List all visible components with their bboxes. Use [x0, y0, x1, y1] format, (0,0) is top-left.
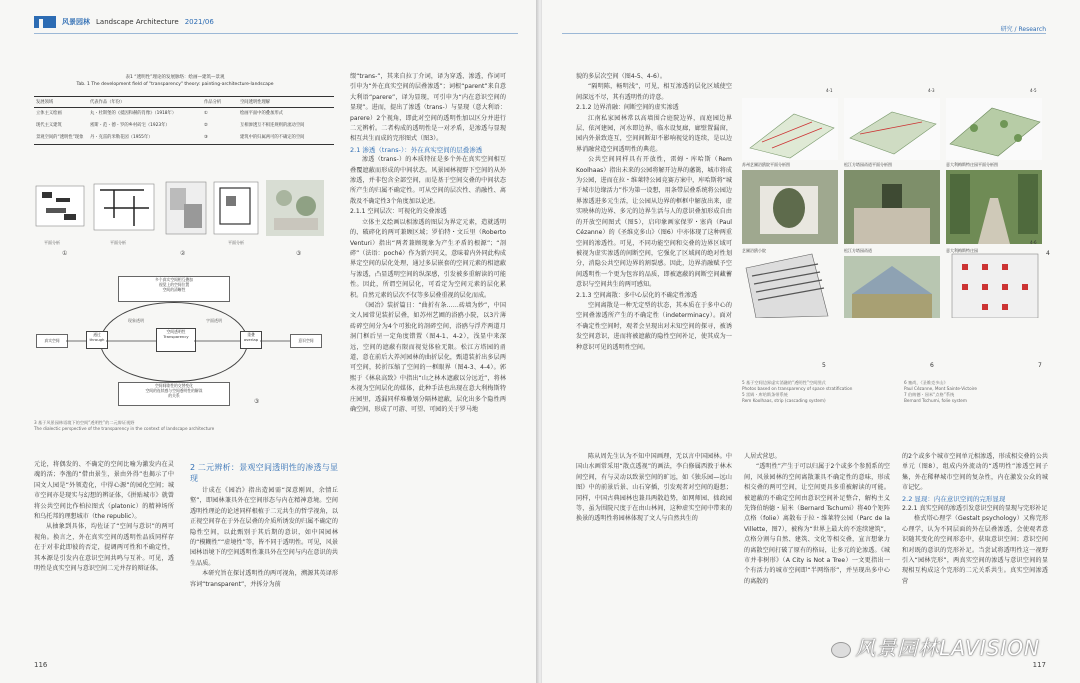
paragraph: 元论，将偶发的、不确定的空间比喻为激发内在灵魂的活；李渔的“借由景生，景由外得”也揭示了中国文人园是“外领造化，中得心源”的园化空间；城市空间亦是现实与幻想的辨证体，《拼贴城市》就曾将公共空间比作柏拉图式（platonic）的精神场所和乌托邦的理想城市（the republic）。	[34, 461, 174, 521]
paragraph: 江南私家园林常以高墙围合庭院边界，而庭园边界层、依河建园，河水即边界，临水设复廊，廊壁置漏窗，园内外景致连互，空间间断却不影响视觉的连续，是以边界消融营造空间透明性的典范。	[576, 114, 732, 153]
subsubsection-heading: 2.1.2 边界消融：间断空间的虚实渗透	[576, 104, 679, 112]
fig5-caption	[742, 380, 892, 404]
table1-title-en: Tab. 1 The development field of "transparency" theory: painting-architecture-landscape	[76, 82, 274, 87]
section-name: Landscape Architecture	[96, 18, 179, 26]
fig-number: ②	[180, 250, 186, 257]
paragraph: 的2个或多个城市空间单元相渗透，形成相交叠的公共单元（图8），组成内外流动的“透明性”渗透空间子集，外在稀释城市空间的复杂性，内在激发公众的城市记忆。	[902, 453, 1048, 492]
paragraph: “隔明陈，畅明浅”，可见，相互渗透的层化区域使空间深远不尽，其有透明性的诗意。	[576, 83, 732, 101]
paragraph: 公共空间同样具有开放性，雷姆・库哈斯（Rem Koolhaas）指出未来的公园将解开边界的藩篱，城市将成为公园，进而在拉・维莱特公园竞赛方案中，库哈斯将“城于城市边缘活力”作为第一设想，用条带层叠系统将公园边界渗透进多元生活，让公园从边界的框框中解放出来，虚实映林的边界、多元的边界生活与人的意识叠加形成自由的开放空间图式（图5），启印象画家保罗・塞尚（Paul Cézanne）的《圣维克多山》（图6）中亦体现了这种两重空间的渗透性。可见，不同功能空间和交叠的边界区域可被视为虚实渗透的间断空间，它强化了区域间的绝对性划分，消隐公共空间边界的割裂感。因此，边界消融赋予空间透明性一个更为包容的品质，即被遮蔽的间断空间藏蓄意识与空间共生的两可感知。	[576, 156, 732, 289]
subsection-heading: 2.2 显现：内在意识空间的完形显现	[902, 494, 1006, 503]
fig-number: 4	[1046, 250, 1050, 257]
diagram-left-small: 通过 through	[86, 331, 108, 349]
garden-photo-figure	[266, 180, 324, 236]
diagram-arrows	[66, 338, 290, 344]
page-number-left: 116	[34, 661, 48, 669]
page-number-right: 117	[1032, 661, 1046, 669]
paragraph: 《园冶》装折篇日：“曲折有条……砖墙为妙”，中国文人园常见装折层叠，如苏州艺圃的浴鸥小院，以3片薄砖碎空间分为4个可独化的剖碎空间，浴鸥与浮芹两道月洞门框后呈一定角度错置（图4-1、4-2），浅显中来深远，空间的遮蔽有限而视觉体验无限。松江方塔园的甬道，意在前后大养河园林的曲折层化，甄道装折出多层两可空间，转折压缩了空间的一框眼界（图4-3、4-4）。郭熙于《林泉高致》中指出“山之林木遮蔽以分远近”，将林木视为空间层化的媒体，此种手法也出现在意大利梅斯特庄园里，透漏同样堆疊划分隔林遮蔽，层化出多个隐性两确空间，形成了可游、可望、可园的关于罗马地	[350, 301, 506, 413]
fig-number: 5	[822, 362, 826, 369]
diagram-left-box: 真实空间	[36, 334, 68, 348]
paragraph: 本研究旨在探讨透明性的两可视角，溯源其英译形容词“transparent”，并拆分为前	[190, 570, 338, 588]
fig-caption: 松江方塔园甬道	[844, 248, 872, 253]
right-page	[542, 0, 1080, 683]
diagram-center-box: 空间透明性 Transparency	[156, 328, 196, 352]
table-cell: ③	[202, 132, 238, 145]
fig4-5-plan	[946, 98, 1042, 160]
paragraph: 渗透（trans-）的本质特征是多个外在真实空间相互叠覆遮蔽而形成的中间状态。风景园林视野下空间的从外渗透，并非包含全部空间，而是基于空间交叠的中间状态所产生的归属不确定性。可从空间的层次性、消融性、离散及不确定性3个角度加以论述。	[350, 156, 506, 205]
table-cell: 互相渗透互不相连规则的流动空间	[240, 123, 305, 128]
table-header-cell: 发展领域	[34, 97, 88, 108]
watermark	[831, 632, 1040, 661]
right-col-2	[576, 452, 732, 652]
paragraph: 空间离散是一种无定型的状态，其本质在于多中心的空间叠渗透所产生的不确定性（indeterminacy）。面对不确定性空间时，观者会呈现出对未知空间的探寻，被诱发空间意识，进而将被遮蔽的隐性空间补足，使其成为一种意识可见的透明性空间。	[576, 301, 732, 351]
figure-4-images	[742, 98, 1042, 318]
header-rule	[34, 33, 518, 34]
paragraph: 缀“trans-”，其来自拉丁介词，译为穿透、渗透，作词可引申为“外在真实空间的层叠渗透”；词根“parent”来自意大利语“parere”，译为显现，可引申为“内在意识空间的显现”。进而，提出了渗透（trans-）与显现（意大利语：parere）2个视角，即此对空间的透明性加以区分并进行二元辨析。二者构成的透明性是一对矛盾，是渗透与显现相互共生而成的完形图式（图3）。	[350, 73, 506, 143]
issue-number: 2021/06	[184, 18, 214, 26]
fig-label: 平面分析	[228, 240, 244, 245]
left-col-3	[350, 72, 506, 662]
painting-analysis-figure	[36, 186, 84, 226]
fig-label: 平面分析	[44, 240, 60, 245]
paragraph: 从抽象到具体，均佐证了“空间与意识”的两可视角。换言之，外在真实空间的透明性品质同样存在于对非此即彼的否定，提调两可性和不确定性，其本源是引发内在意识空间共鸣与互补。可见，透明性是真实空间与意识空间二元并存的辩证体。	[34, 523, 174, 573]
fig-caption: 松江方塔园甬道平面分析图	[844, 162, 892, 167]
diagram-right-small: 重叠 overlap	[240, 331, 262, 349]
table-cell: 密斯・范・德・罗的乡村砖宅（1923年）	[90, 123, 170, 128]
paragraph: “透明性”产生于可以归属于2个或多个参照系的空间，风景园林的空间离散兼具不确定性的意味，形成相交叠的两可空间，让空间更具多重被解读的可能。被遮蔽的不确定空间由意识空间补足整合，解构主义先锋伯纳德・屈米（Bernard Tschumi）将40个矩阵点格（folie）离散布于拉・维莱特公园（Parc de la Villette，图7），被称为“世界上最大的不连续建筑”，点格分割与自然、建筑、文化等相交叠，宣言想象力的离散空间打破了原有的格局，让多元的论渗透。《城市并非树形》（A City is Not a Tree）一文更指出一个有活力的城市空间即“半网络形”，并呈现出多中心的离散的	[744, 463, 890, 585]
fig-number: ③	[254, 398, 260, 405]
table-cell: ②	[204, 123, 208, 128]
left-page	[0, 0, 538, 683]
fig4-4-photo	[844, 170, 940, 244]
fig4-2-photo	[742, 170, 838, 244]
fig-caption: 苏州艺圃浴鸥院平面分析图	[742, 162, 790, 167]
magazine-name: 风景园林	[62, 18, 90, 26]
diagram-inner-left: 现象透明	[128, 318, 144, 323]
fig7-plan	[952, 254, 1038, 318]
architecture-analysis-figure	[94, 184, 154, 230]
table-cell: 建筑中的归属两可的不确定的空间	[238, 132, 334, 145]
fig4-3-plan	[844, 98, 940, 160]
fig5b-caption: 5 雷姆・库哈斯条带系统	[742, 392, 788, 397]
fig4-6-photo	[946, 170, 1042, 244]
fig6-painting	[844, 256, 940, 318]
paragraph: 格式塔心理学（Gestalt psychology）又称完形心理学，认为不同层面的外在层叠渗透，会使观者意识随其变化的空间形态中，获取意识空间；意识空间和对既的意识的完形补足。当尝试将透明性这一视野引入“园林完形”，两真实空间的渗透与意识空间的显现相互构成这个完形的二元关系共生。真实空间渗透营	[902, 515, 1048, 585]
fig-tag: 4-6	[1030, 240, 1037, 245]
table-header-cell: 作品分析	[202, 97, 238, 108]
table-row	[34, 132, 334, 145]
table-cell: 绘画平面中的叠加形式	[240, 111, 283, 116]
right-col-4	[902, 452, 1048, 652]
section-label-right: 研究 / Research	[1000, 26, 1046, 33]
fig7-caption-en: Bernard Tschumi, folie system	[904, 398, 967, 403]
header-left	[34, 16, 214, 28]
fig-number: 7	[1038, 362, 1042, 369]
right-col-3	[744, 452, 890, 652]
paragraph: 计成在《园冶》指出造园需“深意刚固，余情丘壑”，即园林兼具外在空间形态与内在精神意境。空间透明性理论的论述同样根植于二元共生的哲学视角，以正视空间存在于外在层叠的介质所诱发的归属不确定的隐性空间，以此甄别于其后期的意识，如中国园林的“模糊性”“虚境性”等，皆不同于透明性。可见，风景园林语境下的空间透明性兼具外在空间与内在意识的共生品质。	[190, 487, 338, 567]
table-header-cell: 空间透明性理解	[238, 97, 334, 108]
fig5-caption-cn: 5 基于空间边界虚实消融的“透明性”空间图式	[742, 380, 826, 385]
fig-number: 6	[930, 362, 934, 369]
diagram-inner-right: 字面透明	[206, 318, 222, 323]
fig3-caption	[34, 420, 334, 432]
garden-plan-figure	[214, 182, 258, 234]
magazine-logo-icon	[34, 16, 56, 28]
table-cell: 现代主义建筑	[36, 123, 62, 128]
fig7-caption-cn: 7 伯纳德・屈米“点格”系统	[904, 392, 955, 397]
fig-number: ③	[296, 250, 302, 257]
table-cell: 丸・杜斯堡的《抵因和赫的肖像》（1918年）	[90, 111, 177, 116]
left-col-1	[34, 460, 174, 660]
fig6-caption-cn: 6 塞尚，《圣维克多山》	[904, 380, 948, 385]
fig-caption: 意大利梅斯特庄园平面分析图	[946, 162, 998, 167]
section-heading: 2 二元辨析：景观空间透明性的渗透与显现	[190, 463, 338, 483]
table-cell: 景观空间的“透明性”现象	[34, 132, 88, 145]
fig-tag: 4-5	[1030, 88, 1037, 93]
wechat-icon	[831, 642, 851, 658]
diagram-right-box: 意识空间	[290, 334, 322, 348]
diagram-top-box: 多个真实空间相互叠加 视觉上的空间位置 空间的清晰性	[118, 276, 230, 302]
analysis-figures	[34, 178, 334, 258]
table-header-cell: 代表作品（年份）	[88, 97, 202, 108]
fig-caption: 意大利梅斯特庄园	[946, 248, 978, 253]
fig-caption: 艺圃浴鸥小院	[742, 248, 766, 253]
painting-collage-figure	[166, 182, 206, 234]
subsubsection-heading: 2.1.3 空间离散：多中心层化的不确定性渗透	[576, 291, 698, 299]
subsection-heading: 2.1 渗透（trans-）：外在真实空间的层叠渗透	[350, 145, 483, 154]
left-col-2	[190, 460, 338, 660]
table-row	[34, 108, 334, 121]
fig-number: ①	[62, 250, 68, 257]
header-rule	[562, 33, 1046, 34]
right-col-1	[576, 72, 732, 442]
table-row	[34, 120, 334, 132]
fig67-caption	[904, 380, 1054, 404]
diagram-bottom-box: 空间间歇性的交替变化 空间的连续感与空间透明性的解读 的关系	[118, 382, 230, 406]
fig-label: 平面分析	[110, 240, 126, 245]
paragraph: 陈从周先生认为不知中国画理，无以言中国园林。中国山水画常采用“散点透视”的画法，李白修属西敦于林木间空间，有与灵动以致景空间的旷远，如《独乐园—远山图》中的前景后景、山石穿插，引发观者对空间的遐想；同样，中国古典园林也兼具两散趋势，如网师园、拙政园等，虽为围院尺度于在由山林间，这种虚实空间中带来的换景的透明性将园林体现了文人与自然共生的	[576, 453, 732, 523]
subsubsection-heading: 2.2.1 真实空间的渗透引发意识空间的显现与完形补足	[902, 505, 1048, 513]
table1-title-cn: 表1 “透明性”理论的发展脉络：绘画—建筑—景观	[125, 75, 225, 80]
table-cell: 丹・克雷的米勒花园（1955年）	[88, 132, 202, 145]
subsubsection-heading: 2.1.1 空间层次：可视化的交叠渗透	[350, 208, 447, 216]
paragraph: 貌的多层次空间（图4-5、4-6）。	[576, 73, 666, 80]
fig-tag: 4-1	[826, 88, 833, 93]
watermark-text: 风景园林LAVISION	[855, 636, 1040, 660]
table-header-row	[34, 97, 334, 108]
table-cell: ①	[204, 111, 208, 116]
table1-title	[60, 74, 290, 88]
table1	[34, 96, 334, 145]
fig3-caption-cn: 3 基于风景园林语境下的空间“透明性”的二元辩证视野	[34, 420, 135, 425]
fig-tag: 4-3	[928, 88, 935, 93]
fig6-caption-en: Paul Cézanne, Mont Sainte-Victoire	[904, 386, 978, 391]
table-cell: 立体主义绘画	[36, 111, 62, 116]
paragraph: 人居式营思。	[744, 453, 781, 460]
fig5b-caption-en: Rem Koolhaas, strip (cascading system)	[742, 398, 826, 403]
fig5-caption-en: Photos based on transparency of space stratification	[742, 386, 853, 391]
fig4-1-plan	[742, 98, 838, 160]
fig3-caption-en: The dialectic perspective of the transparency in the context of landscape architecture	[34, 426, 215, 431]
paragraph: 立体主义绘画以相渗透的图层为界定元素，造就透明的、破碎化的两可兼顾区域；罗伯特・文丘里（Roberto Venturi）指出“两者兼顾现象为产生矛盾的根源”；“剖碎”（法语：poché）作为新兴同义，意味着内外同此构成界定空间的层化处理，通过多层嵌套的空间元素的相遮蔽与渗透，凸显透明空间的纵深感，引发被多重解读的可能性。因此，所谓空间层化，可看定为空间元素的层化累积。自然元素的层次不仅等多层叠重视的层化而成。	[350, 218, 506, 299]
fig5-strip-plan	[746, 254, 828, 318]
